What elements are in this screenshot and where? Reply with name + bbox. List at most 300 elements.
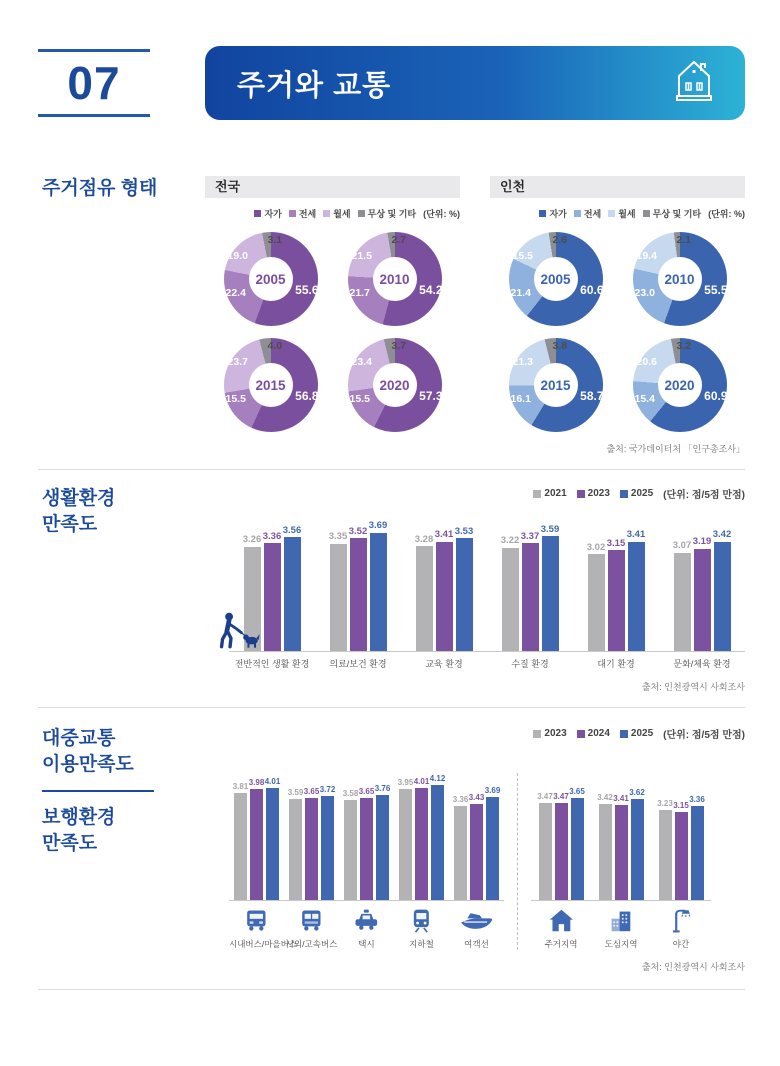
legend-swatch	[620, 730, 628, 738]
bar-unit	[360, 788, 373, 900]
transport-legend	[205, 726, 745, 741]
house-icon	[548, 908, 575, 933]
bar-unit	[321, 786, 334, 900]
bar-value: 3.26	[242, 534, 262, 546]
housing-source: 출처: 국가데이터처 「인구총조사」	[606, 444, 745, 454]
bar-value: 3.53	[454, 525, 474, 537]
walking-bar-chart	[531, 773, 711, 950]
bar	[266, 788, 279, 900]
section-transport	[0, 726, 780, 973]
housing-regions	[205, 176, 745, 432]
transport-source: 출처: 인천광역시 사회조사	[641, 962, 745, 972]
house-outline-icon	[671, 58, 717, 109]
section-walking-title-line1: 보행환경	[42, 807, 116, 829]
bar	[250, 789, 263, 900]
legend-label: 전세	[298, 209, 317, 219]
bar-unit	[266, 778, 279, 900]
legend-swatch	[643, 210, 650, 217]
region-incheon-header: 인천	[490, 176, 745, 198]
bar-value: 3.41	[434, 529, 454, 541]
bar	[456, 538, 473, 651]
donut-value-own: 54.2	[419, 282, 443, 297]
page-header	[0, 46, 780, 120]
bar-unit	[675, 802, 688, 900]
bar	[571, 798, 584, 900]
category-label: 시외/고속버스	[285, 939, 338, 949]
donut-year-label: 2020	[379, 377, 410, 393]
legend-item	[620, 488, 653, 499]
bar-value: 4.01	[264, 776, 281, 786]
donut-value-free: 3.2	[676, 340, 692, 352]
bar-value: 3.36	[689, 794, 705, 804]
bar-value: 3.28	[414, 533, 434, 545]
bar-unit	[588, 543, 605, 651]
category-icons-row	[531, 901, 711, 933]
bar-group	[659, 530, 745, 651]
category-label: 야간	[672, 939, 690, 949]
category-label: 대기 환경	[597, 659, 635, 669]
bar	[415, 788, 428, 900]
bar	[370, 533, 387, 651]
bar	[234, 793, 247, 900]
donut-hole	[658, 257, 702, 301]
donut-hole	[373, 363, 417, 407]
bar-value: 3.22	[500, 535, 520, 547]
category-label: 지하철	[409, 939, 434, 949]
legend-unit: (단위: %)	[708, 209, 745, 219]
bar	[376, 795, 389, 900]
legend-item	[533, 728, 566, 739]
donut-value-free: 4.0	[267, 340, 283, 352]
donut-value-jeonse: 15.4	[634, 393, 655, 406]
bar-value: 3.36	[452, 794, 469, 804]
donut-grid-incheon	[490, 232, 745, 432]
donut-hole	[658, 363, 702, 407]
category-labels-row	[531, 933, 711, 950]
bar-value: 3.15	[673, 800, 689, 810]
bar-value: 3.81	[232, 782, 249, 792]
donut-value-wolse: 19.0	[227, 249, 248, 262]
city-bus-icon	[243, 908, 270, 933]
bar	[436, 542, 453, 651]
bar-value: 3.43	[468, 792, 485, 802]
category-label: 의료/보건 환경	[329, 659, 387, 669]
bar-value: 3.42	[712, 529, 732, 541]
donut-hole	[534, 363, 578, 407]
donut-value-free: 2.1	[676, 234, 692, 246]
bar-value: 3.07	[672, 540, 692, 552]
bar-unit	[454, 796, 467, 900]
donut-value-free: 2.7	[391, 234, 407, 246]
bars-row	[531, 773, 711, 901]
bar-group	[284, 786, 339, 900]
legend-item	[358, 207, 416, 220]
taxi-icon	[353, 908, 380, 933]
bar-unit	[376, 785, 389, 900]
bar-value: 3.69	[368, 520, 388, 532]
donut-value-jeonse: 21.7	[349, 287, 370, 300]
donut-value-free: 2.6	[552, 234, 568, 246]
region-incheon	[490, 176, 745, 432]
section-transport-title-line1: 대중교통	[42, 728, 116, 749]
category-label: 수질 환경	[511, 659, 549, 669]
donut-value-free: 3.1	[267, 234, 283, 246]
donut-value-own: 58.7	[580, 388, 604, 403]
donut-year-label: 2020	[664, 377, 695, 393]
bar-group	[401, 527, 487, 651]
living-source: 출처: 인천광역시 사회조사	[641, 682, 745, 692]
bar	[675, 812, 688, 900]
donut-value-wolse: 21.3	[512, 355, 533, 368]
bar	[674, 553, 691, 651]
ferry-icon	[459, 908, 494, 933]
bar	[555, 803, 568, 900]
donut-value-wolse: 23.7	[227, 355, 248, 368]
bar-unit	[555, 793, 568, 900]
bar-value: 3.65	[569, 786, 585, 796]
bar-group	[315, 521, 401, 651]
bar-value: 3.37	[520, 530, 540, 542]
bar-group	[394, 775, 449, 900]
legend-swatch	[289, 210, 296, 217]
legend-item	[289, 207, 316, 220]
title-divider	[42, 790, 154, 792]
legend-label: 2025	[630, 728, 654, 739]
donut-chart	[633, 338, 727, 432]
legend-label: 2024	[587, 728, 610, 739]
bar-unit	[399, 779, 412, 900]
legend-swatch	[533, 490, 541, 498]
bar-group	[487, 525, 573, 651]
donut-year-label: 2005	[255, 271, 286, 287]
bar	[330, 544, 347, 651]
bar-unit	[350, 527, 367, 651]
bar	[399, 789, 412, 900]
bar-unit	[691, 796, 704, 900]
bar	[321, 796, 334, 900]
bar-unit	[674, 541, 691, 651]
bar-unit	[456, 527, 473, 651]
bar-value: 3.69	[484, 785, 501, 795]
bar	[631, 799, 644, 900]
bar-group	[531, 788, 591, 900]
section-divider	[38, 469, 745, 470]
bar	[691, 806, 704, 900]
icon-cell	[229, 901, 284, 933]
bar	[470, 804, 483, 900]
transport-bar-chart	[229, 773, 504, 950]
bar-unit	[289, 789, 302, 900]
legend-label: 2023	[587, 488, 610, 499]
section-living	[0, 486, 780, 693]
donut-value-own: 55.6	[295, 282, 319, 297]
bar	[599, 804, 612, 900]
bar-value: 3.47	[553, 791, 569, 801]
donut-legend-incheon	[490, 207, 745, 220]
donut-value-jeonse: 21.4	[510, 287, 531, 300]
bar	[615, 805, 628, 900]
transport-chart-row	[205, 773, 745, 950]
bar-unit	[486, 787, 499, 900]
bar-value: 3.52	[348, 525, 368, 537]
bar-value: 3.47	[537, 791, 553, 801]
legend-item	[574, 207, 601, 220]
category-label: 문화/체육 환경	[673, 659, 731, 669]
bar-value: 3.65	[358, 786, 375, 796]
donut-year-label: 2015	[540, 377, 571, 393]
donut-year-label: 2010	[664, 271, 695, 287]
bar	[344, 800, 357, 900]
donut-grid-national	[205, 232, 460, 432]
streetlamp-icon	[668, 908, 695, 933]
donut-value-jeonse: 16.1	[510, 393, 531, 406]
category-labels-row	[229, 652, 745, 670]
category-icons-row	[229, 901, 504, 933]
bar-value: 3.62	[629, 787, 645, 797]
donut-value-free: 3.7	[391, 340, 407, 352]
bar-unit	[415, 778, 428, 900]
category-label: 택시	[358, 939, 375, 949]
bar-value: 3.98	[248, 777, 265, 787]
donut-chart	[509, 338, 603, 432]
bar	[608, 550, 625, 651]
donut-year-label: 2015	[255, 377, 286, 393]
section-housing	[0, 176, 780, 455]
legend-label: 월세	[618, 209, 636, 219]
bar	[350, 538, 367, 651]
legend-item	[620, 728, 653, 739]
legend-swatch	[574, 210, 581, 217]
bar-value: 3.35	[328, 531, 348, 543]
donut-value-jeonse: 23.0	[634, 287, 655, 300]
bar-unit	[522, 532, 539, 651]
donut-chart	[509, 232, 603, 326]
legend-item	[323, 207, 350, 220]
legend-label: 자가	[264, 209, 282, 219]
region-national	[205, 176, 460, 432]
bar-group	[339, 785, 394, 900]
bar-value: 3.41	[626, 529, 646, 541]
bar	[522, 543, 539, 651]
bar-unit	[344, 790, 357, 900]
bar-unit	[431, 775, 444, 900]
legend-swatch	[577, 730, 585, 738]
donut-chart	[633, 232, 727, 326]
legend-label: 2025	[630, 488, 654, 499]
bar-unit	[628, 530, 645, 651]
section-walking-title	[42, 805, 205, 856]
donut-hole	[249, 363, 293, 407]
section-divider	[38, 989, 745, 990]
legend-swatch	[608, 210, 615, 217]
donut-hole	[249, 257, 293, 301]
bar-value: 3.42	[597, 793, 613, 803]
bar-value: 3.19	[692, 536, 712, 548]
legend-label: 자가	[549, 209, 567, 219]
section-walking-title-line2: 만족도	[42, 832, 98, 854]
bar	[264, 543, 281, 651]
bar-unit	[599, 794, 612, 900]
subway-icon	[408, 908, 435, 933]
donut-chart	[224, 232, 318, 326]
region-national-header: 전국	[205, 176, 460, 198]
bar-value: 3.15	[606, 537, 626, 549]
bar-value: 3.59	[287, 788, 304, 798]
bar	[289, 799, 302, 900]
donut-year-label: 2005	[540, 271, 571, 287]
bar	[588, 554, 605, 651]
bar-value: 3.65	[303, 786, 320, 796]
bar-unit	[436, 530, 453, 651]
bar-value: 3.41	[613, 793, 629, 803]
bar-unit	[370, 521, 387, 651]
bar-unit	[571, 788, 584, 900]
donut-value-wolse: 19.4	[636, 249, 657, 262]
bar-group	[229, 778, 284, 900]
bar-group	[573, 530, 659, 651]
bar-value: 3.59	[540, 523, 560, 535]
bar-group	[651, 796, 711, 900]
bar-unit	[470, 794, 483, 900]
donut-value-own: 55.5	[704, 282, 728, 297]
legend-unit: (단위: 점/5점 만점)	[663, 490, 745, 501]
bar-value: 3.58	[342, 788, 359, 798]
legend-swatch	[323, 210, 330, 217]
bar-value: 4.12	[429, 773, 446, 783]
bar	[284, 537, 301, 651]
donut-value-jeonse: 15.5	[225, 393, 246, 406]
legend-unit: (단위: 점/5점 만점)	[663, 730, 745, 741]
icon-cell	[284, 901, 339, 933]
donut-value-wolse: 15.5	[512, 249, 533, 262]
section-transport-title-line2: 이용만족도	[42, 753, 134, 775]
bar-value: 3.76	[374, 783, 391, 793]
bar	[714, 542, 731, 651]
legend-label: 무상 및 기타	[652, 209, 702, 219]
living-bar-chart	[205, 519, 745, 670]
section-living-title-line1: 생활환경	[42, 488, 116, 509]
bar	[305, 798, 318, 900]
legend-label: 월세	[333, 209, 351, 219]
legend-label: 2021	[544, 488, 567, 499]
legend-label: 2023	[544, 728, 567, 739]
bar	[628, 542, 645, 651]
bar-unit	[714, 530, 731, 651]
legend-label: 무상 및 기타	[367, 209, 417, 219]
bar-unit	[416, 535, 433, 651]
category-label: 도심지역	[604, 939, 638, 949]
legend-swatch	[533, 730, 541, 738]
legend-item	[577, 488, 610, 499]
donut-value-wolse: 23.4	[351, 355, 372, 368]
bar-unit	[284, 526, 301, 651]
legend-item	[539, 207, 566, 220]
icon-cell	[449, 901, 504, 933]
section-number: 07	[67, 56, 121, 109]
donut-legend-national	[205, 207, 460, 220]
bar-unit	[659, 800, 672, 900]
bar-value: 3.02	[586, 541, 606, 553]
bar-unit	[502, 536, 519, 651]
legend-swatch	[620, 490, 628, 498]
page-title-banner	[205, 46, 745, 120]
bar	[539, 803, 552, 900]
donut-value-jeonse: 15.5	[349, 393, 370, 406]
page-title: 주거와 교통	[237, 69, 392, 102]
icon-cell	[394, 901, 449, 933]
dog-walker-icon	[215, 611, 262, 651]
living-legend	[205, 486, 745, 501]
bar-unit	[539, 793, 552, 900]
legend-swatch	[254, 210, 261, 217]
bar-value: 3.56	[282, 524, 302, 536]
icon-cell	[339, 901, 394, 933]
bar-unit	[305, 788, 318, 900]
bar-unit	[264, 532, 281, 651]
bar	[542, 536, 559, 651]
category-label: 교육 환경	[425, 659, 463, 669]
icon-cell	[591, 901, 651, 933]
category-labels-row	[229, 933, 504, 950]
bar	[659, 810, 672, 900]
legend-item	[608, 207, 635, 220]
legend-swatch	[358, 210, 365, 217]
section-divider	[38, 707, 745, 708]
legend-swatch	[577, 490, 585, 498]
bar	[431, 785, 444, 900]
donut-hole	[534, 257, 578, 301]
vertical-dashed-divider	[517, 773, 518, 950]
bar-group	[449, 787, 504, 900]
legend-item	[533, 488, 566, 499]
section-number-box	[38, 49, 150, 118]
bars-row	[229, 773, 504, 901]
legend-swatch	[539, 210, 546, 217]
donut-hole	[373, 257, 417, 301]
bar-value: 3.36	[262, 530, 282, 542]
bar-value: 4.01	[413, 776, 430, 786]
bar	[416, 546, 433, 651]
bar	[360, 798, 373, 900]
bar-unit	[608, 539, 625, 651]
category-label: 시내버스/마을버스	[229, 939, 298, 949]
icon-cell	[531, 901, 591, 933]
bar-unit	[694, 537, 711, 651]
section-living-title	[42, 486, 205, 537]
bar-unit	[330, 532, 347, 651]
legend-item	[254, 207, 281, 220]
bar-value: 3.23	[657, 798, 673, 808]
category-label: 주거지역	[544, 939, 578, 949]
section-living-title-line2: 만족도	[42, 513, 98, 535]
icon-cell	[651, 901, 711, 933]
legend-unit: (단위: %)	[423, 209, 460, 219]
category-label: 전반적인 생활 환경	[234, 659, 310, 669]
bar	[454, 806, 467, 900]
donut-value-wolse: 20.6	[636, 355, 657, 368]
section-housing-title: 주거점유 형태	[42, 178, 158, 199]
donut-value-free: 3.8	[552, 340, 568, 352]
legend-label: 전세	[583, 209, 602, 219]
donut-chart	[224, 338, 318, 432]
bar-unit	[250, 779, 263, 900]
donut-value-own: 56.8	[295, 388, 319, 403]
donut-value-wolse: 21.5	[351, 249, 372, 262]
bar	[502, 548, 519, 651]
donut-value-own: 57.3	[419, 388, 443, 403]
donut-chart	[348, 338, 442, 432]
bar-unit	[234, 783, 247, 900]
